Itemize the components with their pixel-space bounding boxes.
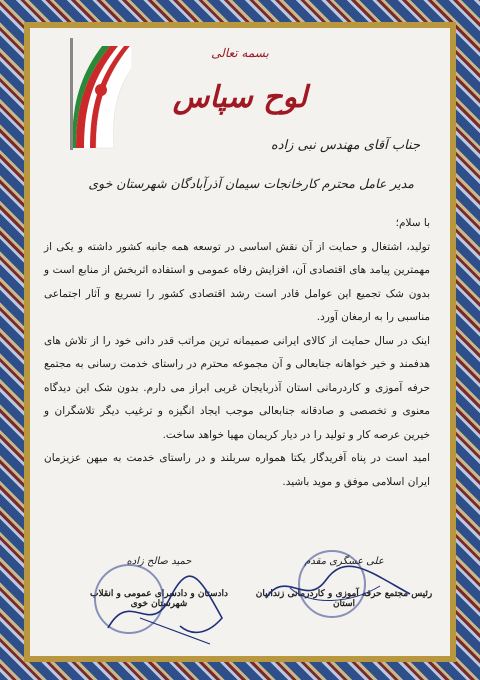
handwritten-signature-left xyxy=(100,568,230,648)
signer-name: حمید صالح زاده xyxy=(126,556,192,567)
signer-name: علی عسگری مقدم xyxy=(304,556,384,567)
handwritten-signature-right xyxy=(260,558,420,618)
recipient-name: جناب آقای مهندس نبی زاده xyxy=(270,138,420,153)
greeting: با سلام؛ xyxy=(395,217,430,229)
body-paragraph-1: تولید، اشتغال و حمایت از آن نقش اساسی در توسعه همه جانبه کشور داشته و یکی از مهمترین پیامد های اقتصادی آن، افزایش رفاه عمومی و استفاده اثربخش از منابع است و بدون شک تجمیع این عوامل قادر است رشد اقتصادی کشور را تسریع و آثار اجتماعی مناسبی را به ارمغان آورد. xyxy=(44,240,430,323)
certificate-body xyxy=(44,212,430,494)
signer-title: رئیس مجتمع حرفه آموزی و کاردرمانی زندانیان استان xyxy=(255,589,433,609)
basmala-heading: بسمه تعالی xyxy=(211,46,269,60)
body-paragraph-3: امید است در پناه آفریدگار یکتا همواره سربلند و در راستای خدمت به میهن عزیزمان ایران اسلامی موفق و موید باشید. xyxy=(44,452,430,488)
body-paragraph-2: اینک در سال حمایت از کالای ایرانی صمیمانه ترین مراتب قدر دانی خود را از تلاش های هدفمند و خیر خواهانه جنابعالی و آن مجموعه محترم در راستای خدمت رسانی به مجتمع حرفه آموزی و کاردرمانی استان آذربایجان غربی ابراز می دارم. بدون شک این دیدگاه معنوی و تخصصی و صادقانه جنابعالی موجب ایجاد انگیزه و ترغیب دیگر تلاشگران و خیرین عرصه کار و تولید را در دیار کریمان مهیا خواهد ساخت. xyxy=(44,334,430,441)
signer-title: دادستان و دادسرای عمومی و انقلاب شهرستان خوی xyxy=(90,589,228,609)
certificate-paper xyxy=(30,28,450,656)
recipient-position: مدیر عامل محترم کارخانجات سیمان آذرآبادگان شهرستان خوی xyxy=(88,176,414,191)
certificate-title: لوح سپاس xyxy=(172,80,308,115)
